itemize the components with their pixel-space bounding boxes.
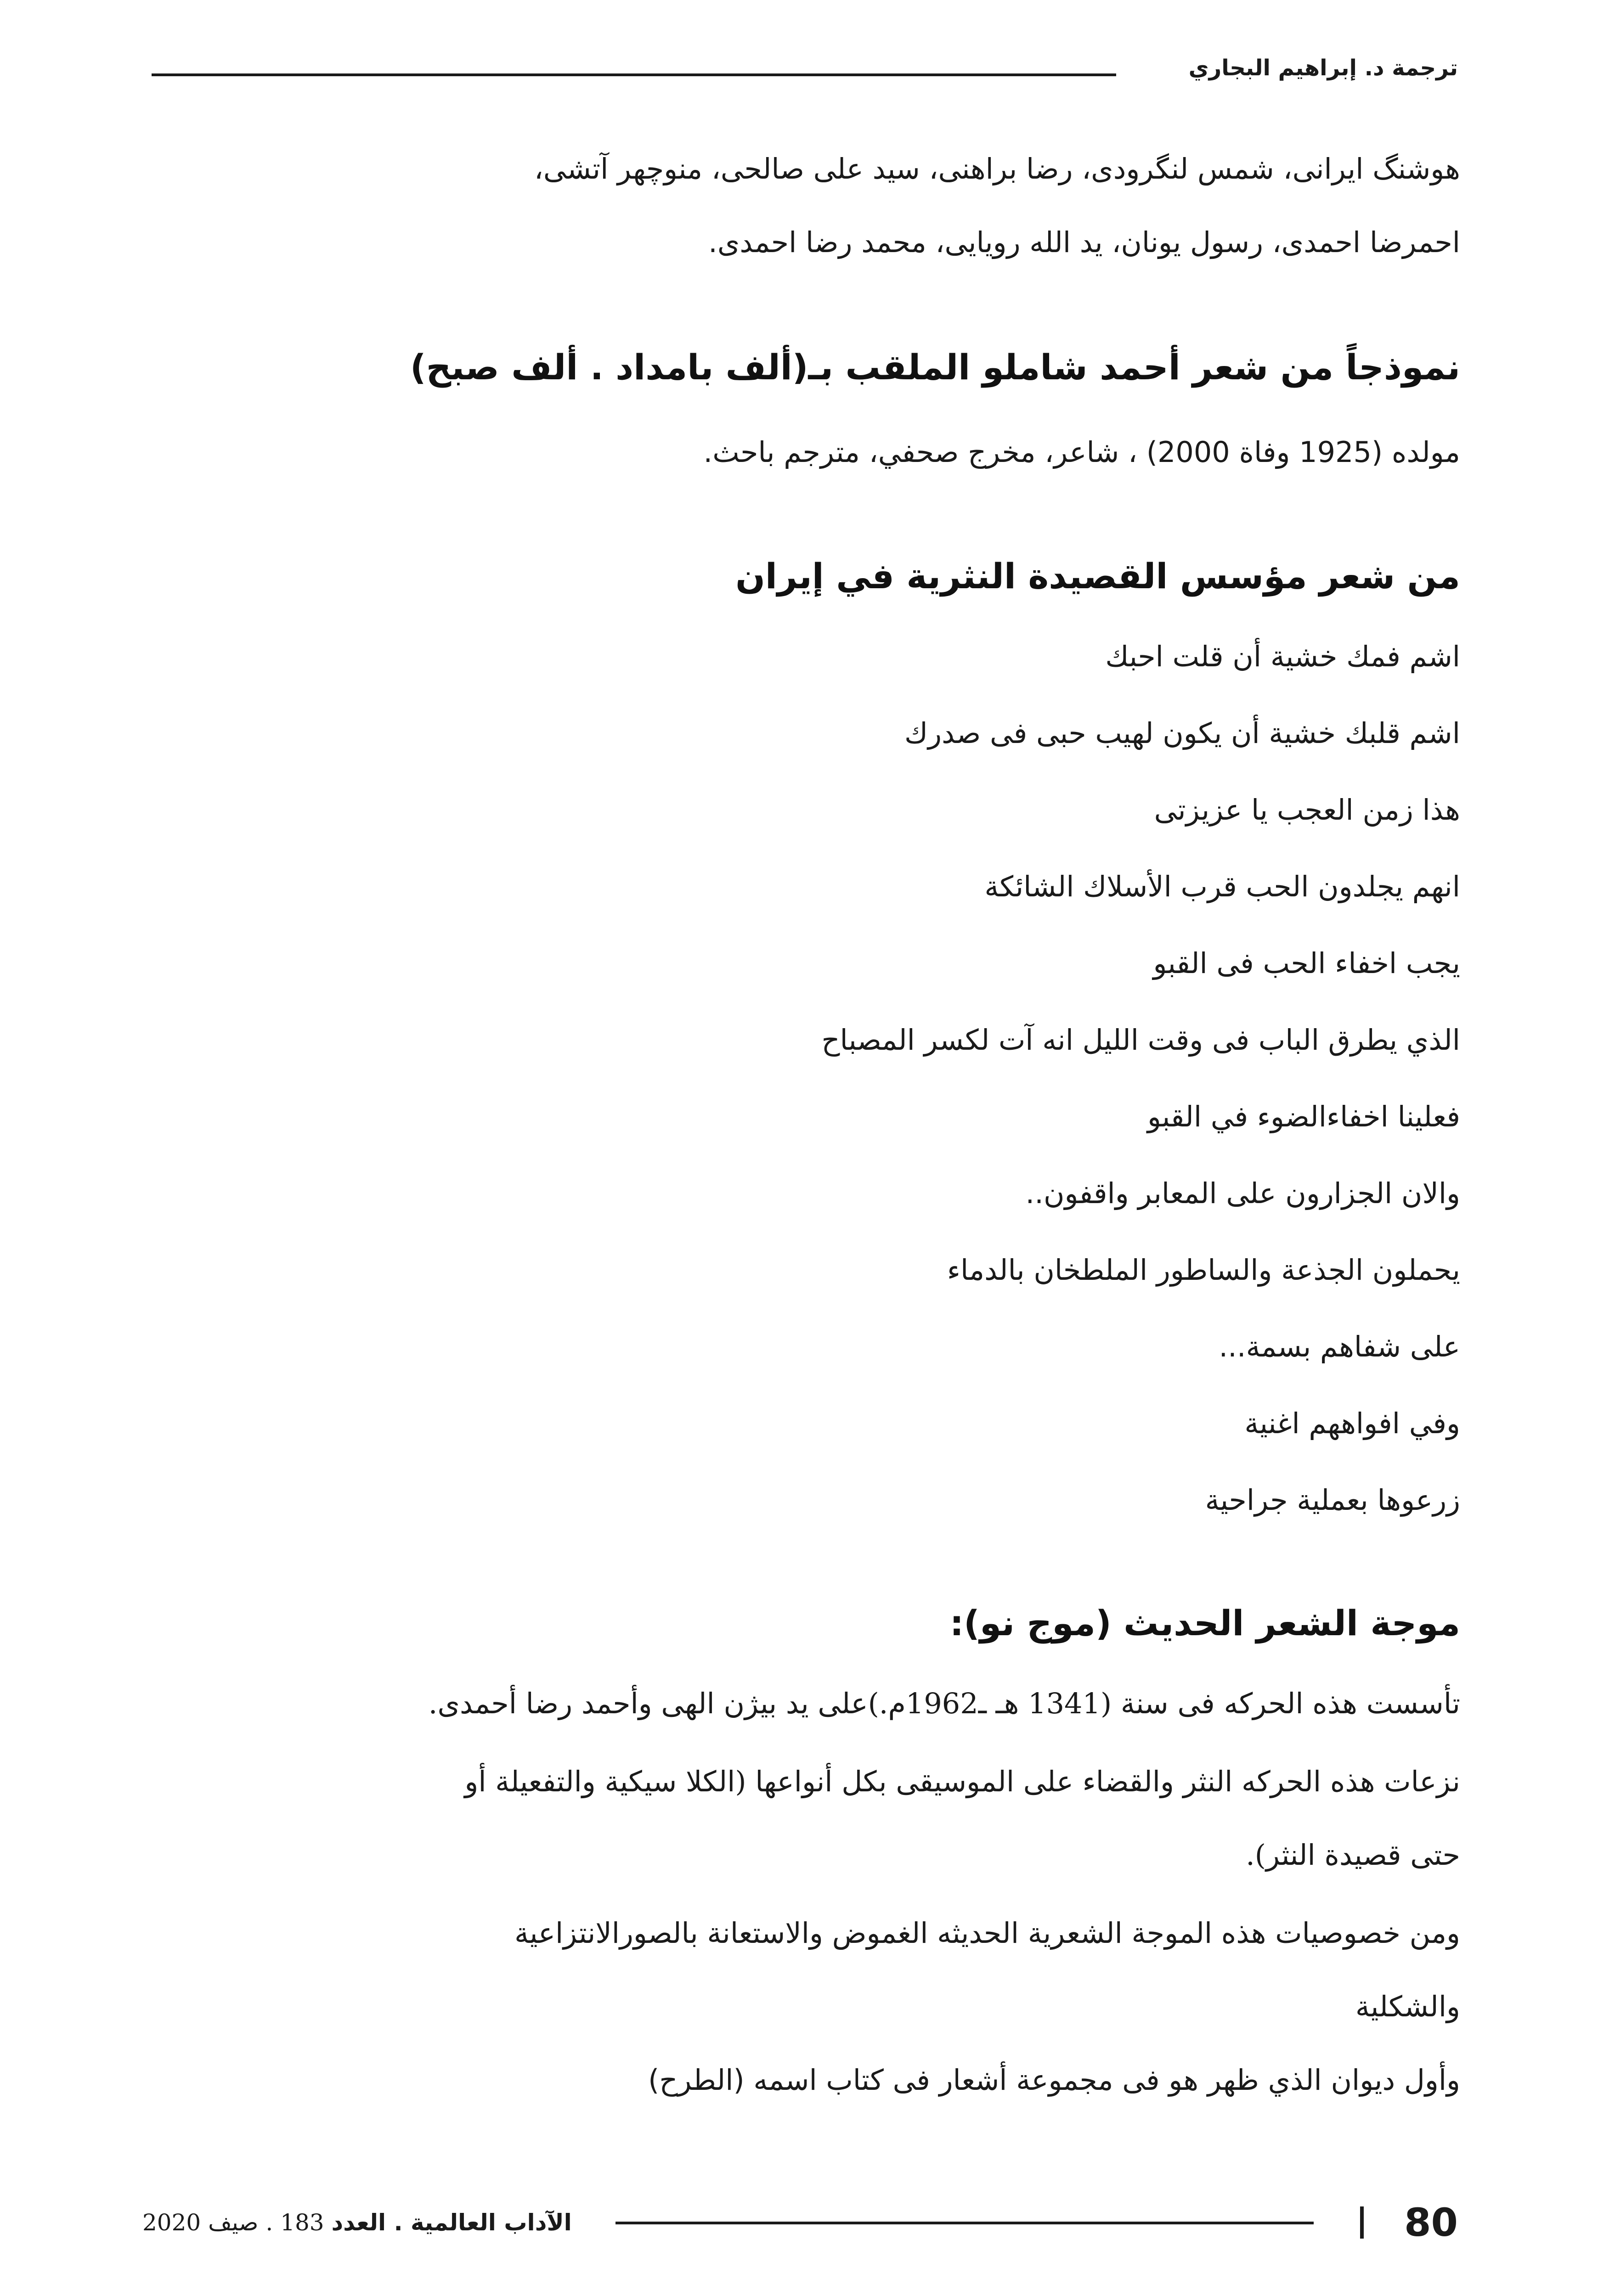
poem-line: والان الجزارون على المعابر واقفون..: [1025, 1176, 1460, 1210]
new-wave-p3-line-2: والشكلية: [1355, 1990, 1460, 2023]
poem-line: على شفاهم بسمة...: [1219, 1330, 1460, 1363]
page-number: 80: [1404, 2200, 1458, 2245]
footer-journal: [142, 2206, 572, 2239]
new-wave-p4: وأول ديوان الذي ظهر هو فى مجموعة أشعار فى كتاب اسمه (الطرح): [648, 2063, 1460, 2097]
shamlou-heading: نموذجاً من شعر أحمد شاملو الملقب بـ(ألف بامداد . ألف صبح): [410, 347, 1460, 388]
poem-line: انهم يجلدون الحب قرب الأسلاك الشائكة: [984, 870, 1460, 903]
poem-line: زرعوها بعملية جراحية: [1205, 1483, 1460, 1517]
poem-line: فعلينا اخفاءالضوء في القبو: [1147, 1100, 1460, 1133]
poem-line: هذا زمن العجب يا عزيزتى: [1154, 793, 1460, 827]
poem-line: يجب اخفاء الحب فى القبو: [1153, 946, 1460, 980]
intro-line-2: احمرضا احمدی، رسول یونان، يد الله رویایی، محمد رضا احمدی.: [708, 225, 1460, 259]
poem: [822, 631, 1460, 1552]
header-translator: ترجمة د. إبراهيم البجاري: [1188, 55, 1458, 81]
poem-line: اشم فمك خشية أن قلت احبك: [1105, 640, 1460, 673]
new-wave-p2-line-2: حتى قصيدة النثر).: [1246, 1838, 1460, 1872]
header-rule: [152, 73, 1116, 76]
footer-rule: [615, 2222, 1314, 2224]
poem-line: اشم قلبك خشية أن يكون لهيب حبى فى صدرك: [904, 716, 1460, 750]
poem-line: الذي يطرق الباب فى وقت الليل انه آت لكسر المصباح: [821, 1023, 1460, 1057]
issue-info: 183 . صيف 2020: [142, 2209, 324, 2236]
new-wave-p2-line-1: نزعات هذه الحركه النثر والقضاء على الموسيقى بكل أنواعها (الكلا سيكية والتفعيلة أو: [464, 1765, 1460, 1798]
intro-line-1: هوشنگ ایرانی، شمس لنگرودی، رضا براهنی، سید علی صالحی، منوچهر آتشی،: [534, 152, 1460, 186]
new-wave-heading: موجة الشعر الحديث (موج نو):: [949, 1603, 1460, 1643]
new-wave-p1: تأسست هذه الحركه فى سنة (1341 هـ ـ1962م.)على يد بيژن الهى وأحمد رضا أحمدى.: [428, 1687, 1460, 1720]
poem-heading: من شعر مؤسس القصيدة النثرية في إيران: [735, 556, 1460, 597]
new-wave-p3-line-1: ومن خصوصيات هذه الموجة الشعرية الحديثه الغموض والاستعانة بالصورالانتزاعية: [514, 1916, 1460, 1950]
poem-line: وفي افواههم اغنية: [1244, 1407, 1460, 1440]
footer-bar: [1360, 2206, 1364, 2239]
journal-name: الآداب العالمية . العدد: [331, 2209, 572, 2236]
poem-line: يحملون الجذعة والساطور الملطخان بالدماء: [947, 1253, 1460, 1287]
shamlou-bio: مولده (1925 وفاة 2000) ، شاعر، مخرج صحفي، مترجم باحث.: [703, 435, 1460, 469]
